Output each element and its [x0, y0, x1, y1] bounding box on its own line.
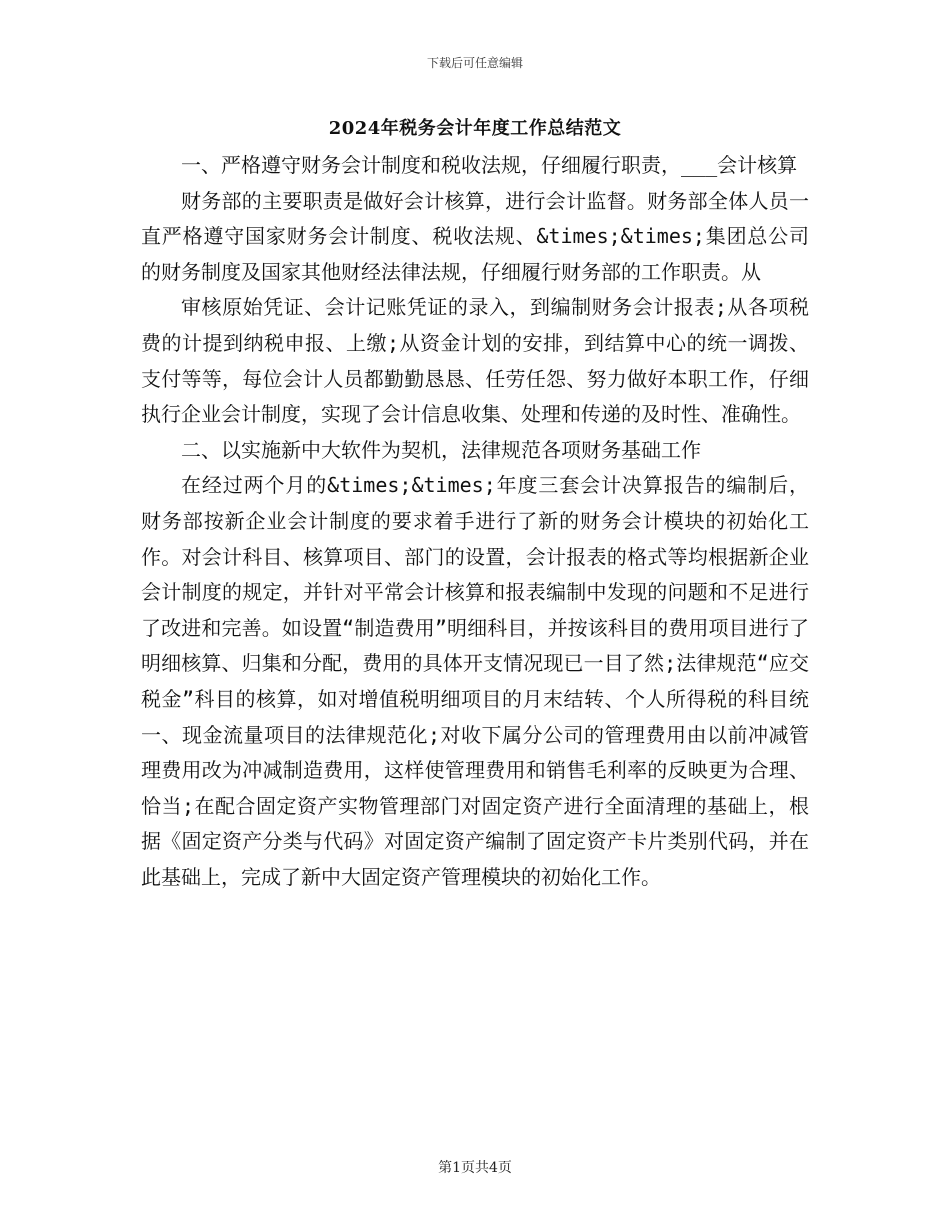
paragraph-initialization: 在经过两个月的&times;&times;年度三套会计决算报告的编制后，财务部按新企业会计制度的要求着手进行了新的财务会计模块的初始化工作。对会计科目、核算项目、部门的设置，会计报表的格式等均根据新企业会计制度的规定，并针对平常会计核算和报表编制中发现的问题和不足进行了改进和完善。如设置“制造费用”明细科目，并按该科目的费用项目进行了明细核算、归集和分配，费用的具体开支情况现已一目了然;法律规范“应交税金”科目的核算，如对增值税明细项目的月末结转、个人所得税的科目统一、现金流量项目的法律规范化;对收下属分公司的管理费用由以前冲减管理费用改为冲减制造费用，这样使管理费用和销售毛利率的反映更为合理、恰当;在配合固定资产实物管理部门对固定资产进行全面清理的基础上，根据《固定资产分类与代码》对固定资产编制了固定资产卡片类别代码，并在此基础上，完成了新中大固定资产管理模块的初始化工作。: [141, 473, 809, 889]
paragraph-review: 审核原始凭证、会计记账凭证的录入，到编制财务会计报表;从各项税费的计提到纳税申报、上缴;从资金计划的安排，到结算中心的统一调拨、支付等等，每位会计人员都勤勤恳恳、任劳任怨、努力做好本职工作，仔细执行企业会计制度，实现了会计信息收集、处理和传递的及时性、准确性。: [141, 295, 809, 427]
document-title: 2024年税务会计年度工作总结范文: [328, 118, 622, 139]
paragraph-duties: 财务部的主要职责是做好会计核算，进行会计监督。财务部全体人员一直严格遵守国家财务会计制度、税收法规、&times;&times;集团总公司的财务制度及国家其他财经法律法规，仔细履行财务部的工作职责。从: [141, 188, 809, 284]
document-body: [141, 148, 809, 895]
paragraph-section-1-heading: 一、严格遵守财务会计制度和税收法规，仔细履行职责，___会计核算: [181, 153, 798, 177]
page-indicator: 第1页共4页: [438, 1160, 512, 1176]
header-note: 下载后可任意编辑: [426, 56, 523, 70]
paragraph-section-2-heading: 二、以实施新中大软件为契机，法律规范各项财务基础工作: [181, 437, 701, 462]
